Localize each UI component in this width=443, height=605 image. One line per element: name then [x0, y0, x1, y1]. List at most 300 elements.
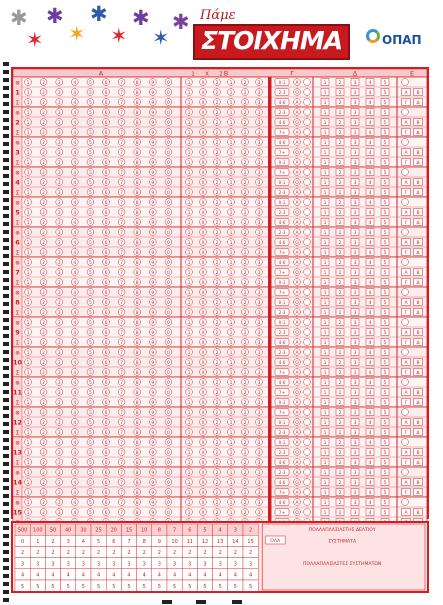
result-option-label: Χ	[201, 390, 205, 396]
code-digit-label: 2	[42, 240, 46, 246]
code-digit-label: 9	[151, 470, 155, 476]
code-digit-label: 5	[88, 80, 92, 86]
epsilon-option-label: Α	[404, 90, 408, 96]
epsilon-cancel-option[interactable]	[402, 229, 409, 236]
half-option[interactable]	[304, 359, 311, 366]
delta-option-label: 5	[383, 80, 387, 86]
code-digit-label: 4	[73, 310, 77, 316]
delta-option-label: 1	[323, 480, 327, 486]
code-digit-label: 8	[135, 300, 139, 306]
code-digit-label: 9	[151, 120, 155, 126]
epsilon-option-label: Α	[404, 360, 408, 366]
result-option-label: 2	[243, 200, 247, 206]
result-option-label: 1	[229, 240, 233, 246]
result-option-label: 3	[257, 500, 261, 506]
code-digit-label: 8	[135, 410, 139, 416]
result-option-label: Χ	[201, 200, 205, 206]
result-option-label: 1	[187, 290, 191, 296]
epsilon-option-label: Δ	[416, 460, 420, 466]
result-option-label: 3	[257, 360, 261, 366]
delta-option-label: 1	[323, 210, 327, 216]
code-digit-label: 4	[73, 380, 77, 386]
section-marker-bar	[268, 227, 271, 257]
half-option[interactable]	[304, 329, 311, 336]
delta-option-label: 2	[338, 80, 342, 86]
goals-option-label: 7+	[278, 149, 286, 155]
result-option-label: 2	[243, 110, 247, 116]
result-option-label: 2	[243, 180, 247, 186]
epsilon-option-label: Γ	[404, 400, 408, 406]
half-option[interactable]	[304, 399, 311, 406]
row-number: 3	[15, 148, 20, 157]
sub-row-mark: ⊗	[15, 470, 20, 477]
code-digit-label: 4	[73, 200, 77, 206]
section-marker-bar	[268, 197, 271, 227]
half-option[interactable]	[304, 339, 311, 346]
half-option[interactable]	[304, 279, 311, 286]
epsilon-option-label: Β	[416, 90, 420, 96]
half-option[interactable]	[304, 469, 311, 476]
over-under-label: Α	[295, 310, 299, 316]
code-digit-label: 3	[57, 320, 61, 326]
result-option-label: 1	[229, 340, 233, 346]
result-option-label: 1	[187, 450, 191, 456]
half-option[interactable]	[304, 489, 311, 496]
code-digit-label: 4	[73, 130, 77, 136]
code-digit-label: 2	[42, 450, 46, 456]
goals-option-label: 4-6	[278, 339, 286, 345]
epsilon-option-label: Δ	[416, 220, 420, 226]
delta-option-label: 4	[368, 220, 372, 226]
code-digit-label: 0	[166, 260, 170, 266]
sub-row-mark: Σ	[15, 400, 20, 407]
goals-option-label: 4-6	[278, 479, 286, 485]
goals-option-label: 4-6	[278, 99, 286, 105]
epsilon-option-label: Α	[404, 510, 408, 516]
goals-option-label: 7+	[278, 389, 286, 395]
goals-option-label: 4-6	[278, 119, 286, 125]
code-digit-label: 2	[42, 140, 46, 146]
epsilon-cancel-option[interactable]	[402, 259, 409, 266]
half-option[interactable]	[304, 199, 311, 206]
code-digit-label: 3	[57, 390, 61, 396]
code-digit-label: 6	[104, 320, 108, 326]
result-option-label: Χ	[201, 150, 205, 156]
half-option[interactable]	[304, 149, 311, 156]
result-option-label: 2	[215, 90, 219, 96]
delta-option-label: 2	[338, 380, 342, 386]
half-option[interactable]	[304, 369, 311, 376]
result-option-label: 2	[215, 220, 219, 226]
code-digit-label: 9	[151, 290, 155, 296]
half-option[interactable]	[304, 349, 311, 356]
result-option-label: Χ	[201, 310, 205, 316]
delta-option-label: 1	[323, 430, 327, 436]
delta-option-label: 5	[383, 250, 387, 256]
multiplier-value: 2	[66, 550, 70, 557]
delta-option-label: 4	[368, 120, 372, 126]
half-option[interactable]	[304, 419, 311, 426]
result-option-label: 1	[229, 360, 233, 366]
result-option-label: 2	[215, 370, 219, 376]
code-digit-label: 7	[120, 220, 124, 226]
half-option[interactable]	[304, 409, 311, 416]
code-digit-label: 3	[57, 80, 61, 86]
half-option[interactable]	[304, 89, 311, 96]
stake-label: 7	[173, 527, 177, 534]
code-digit-label: 5	[88, 300, 92, 306]
delta-option-label: 4	[368, 460, 372, 466]
delta-option-label: 5	[383, 100, 387, 106]
half-option[interactable]	[304, 109, 311, 116]
multiplier-footer	[11, 521, 429, 593]
code-digit-label: 0	[166, 470, 170, 476]
over-under-label: Α	[295, 130, 299, 136]
code-digit-label: 9	[151, 100, 155, 106]
epsilon-cancel-option[interactable]	[402, 469, 409, 476]
code-digit-label: 5	[88, 250, 92, 256]
delta-option-label: 5	[383, 470, 387, 476]
code-digit-label: 2	[42, 400, 46, 406]
delta-option-label: 1	[323, 100, 327, 106]
code-digit-label: 5	[88, 410, 92, 416]
epsilon-cancel-option[interactable]	[402, 379, 409, 386]
code-digit-label: 5	[88, 290, 92, 296]
result-option-label: 2	[243, 400, 247, 406]
code-digit-label: 1	[26, 360, 30, 366]
section-marker-bar	[268, 467, 271, 497]
sub-row-mark: ⊗	[15, 170, 20, 177]
epsilon-cancel-option[interactable]	[402, 499, 409, 506]
half-option[interactable]	[304, 509, 311, 516]
result-option-label: 1	[187, 360, 191, 366]
half-option[interactable]	[304, 229, 311, 236]
result-option-label: Χ	[201, 160, 205, 166]
goals-option-label: 4-6	[278, 459, 286, 465]
delta-option-label: 5	[383, 330, 387, 336]
delta-option-label: 4	[368, 130, 372, 136]
result-option-label: 1	[187, 120, 191, 126]
delta-option-label: 3	[353, 110, 357, 116]
stake-label: 20	[110, 527, 117, 534]
code-digit-label: 5	[88, 440, 92, 446]
half-option[interactable]	[304, 139, 311, 146]
result-option-label: 2	[215, 130, 219, 136]
code-digit-label: 3	[57, 240, 61, 246]
epsilon-cancel-option[interactable]	[402, 139, 409, 146]
result-option-label: 3	[257, 430, 261, 436]
result-option-label: Χ	[201, 410, 205, 416]
result-option-label: 1	[229, 150, 233, 156]
delta-option-label: 4	[368, 440, 372, 446]
delta-option-label: 5	[383, 240, 387, 246]
multiplier-value: 4	[188, 572, 192, 579]
code-digit-label: 7	[120, 270, 124, 276]
epsilon-option-label: Δ	[416, 430, 420, 436]
epsilon-option-label: Δ	[416, 100, 420, 106]
multiplier-value: 0	[21, 539, 25, 545]
code-digit-label: 6	[104, 430, 108, 436]
over-under-label: Ο	[295, 120, 299, 126]
epsilon-cancel-option[interactable]	[402, 289, 409, 296]
code-digit-label: 9	[151, 350, 155, 356]
code-digit-label: 6	[104, 260, 108, 266]
result-header-label: Χ	[205, 71, 209, 78]
delta-option-label: 3	[353, 400, 357, 406]
section-header: Β	[223, 69, 229, 78]
delta-option-label: 1	[323, 270, 327, 276]
half-option[interactable]	[304, 449, 311, 456]
code-digit-label: 5	[88, 380, 92, 386]
result-option-label: 2	[243, 150, 247, 156]
half-option[interactable]	[304, 99, 311, 106]
code-digit-label: 4	[73, 370, 77, 376]
half-option[interactable]	[304, 439, 311, 446]
delta-option-label: 3	[353, 170, 357, 176]
half-option[interactable]	[304, 259, 311, 266]
code-digit-label: 4	[73, 300, 77, 306]
code-digit-label: 4	[73, 420, 77, 426]
code-digit-label: 1	[26, 170, 30, 176]
half-option[interactable]	[304, 179, 311, 186]
half-option[interactable]	[304, 459, 311, 466]
code-digit-label: 0	[166, 80, 170, 86]
multiplier-value: 4	[81, 572, 85, 579]
epsilon-cancel-option[interactable]	[402, 199, 409, 206]
code-digit-label: 5	[88, 500, 92, 506]
delta-option-label: 5	[383, 310, 387, 316]
multiplier-value: 2	[157, 550, 161, 557]
code-digit-label: 3	[57, 200, 61, 206]
code-digit-label: 6	[104, 300, 108, 306]
half-option[interactable]	[304, 289, 311, 296]
code-digit-label: 8	[135, 290, 139, 296]
multiplier-value: 4	[97, 572, 101, 579]
code-digit-label: 9	[151, 310, 155, 316]
code-digit-label: 1	[26, 320, 30, 326]
epsilon-cancel-option[interactable]	[402, 319, 409, 326]
code-digit-label: 1	[26, 120, 30, 126]
result-option-label: 1	[187, 80, 191, 86]
delta-option-label: 1	[323, 490, 327, 496]
delta-option-label: 4	[368, 170, 372, 176]
delta-option-label: 1	[323, 200, 327, 206]
code-digit-label: 2	[42, 220, 46, 226]
code-digit-label: 7	[120, 300, 124, 306]
delta-option-label: 2	[338, 390, 342, 396]
half-option[interactable]	[304, 319, 311, 326]
row-number: 15	[12, 508, 23, 517]
goals-option-label: 2-3	[278, 229, 286, 235]
over-under-label: Α	[295, 140, 299, 146]
code-digit-label: 9	[151, 180, 155, 186]
code-digit-label: 7	[120, 110, 124, 116]
code-digit-label: 1	[26, 90, 30, 96]
epsilon-option-label: Β	[416, 300, 420, 306]
delta-option-label: 5	[383, 170, 387, 176]
code-digit-label: 4	[73, 180, 77, 186]
code-digit-label: 7	[120, 190, 124, 196]
result-option-label: 2	[215, 390, 219, 396]
goals-option-label: 7+	[278, 489, 286, 495]
delta-option-label: 2	[338, 200, 342, 206]
code-digit-label: 5	[88, 180, 92, 186]
half-option[interactable]	[304, 269, 311, 276]
code-digit-label: 7	[120, 150, 124, 156]
code-digit-label: 4	[73, 270, 77, 276]
delta-option-label: 5	[383, 120, 387, 126]
multiplier-value: 5	[127, 583, 131, 590]
epsilon-option-label: Γ	[404, 250, 408, 256]
over-under-label: Ο	[295, 300, 299, 306]
half-option[interactable]	[304, 389, 311, 396]
result-option-label: 3	[257, 350, 261, 356]
half-option[interactable]	[304, 159, 311, 166]
delta-option-label: 4	[368, 260, 372, 266]
over-under-label: Α	[295, 410, 299, 416]
code-digit-label: 9	[151, 210, 155, 216]
code-digit-label: 0	[166, 460, 170, 466]
opap-brand-text: ΟΠΑΠ	[382, 33, 422, 47]
code-digit-label: 5	[88, 120, 92, 126]
over-under-label: Α	[295, 280, 299, 286]
result-option-label: 2	[215, 190, 219, 196]
result-option-label: 1	[229, 410, 233, 416]
result-option-label: 2	[243, 480, 247, 486]
half-option[interactable]	[304, 309, 311, 316]
code-digit-label: 0	[166, 100, 170, 106]
code-digit-label: 6	[104, 470, 108, 476]
epsilon-option-label: Α	[404, 330, 408, 336]
half-option[interactable]	[304, 189, 311, 196]
code-digit-label: 1	[26, 310, 30, 316]
epsilon-option-label: Α	[404, 180, 408, 186]
epsilon-cancel-option[interactable]	[402, 439, 409, 446]
half-option[interactable]	[304, 129, 311, 136]
code-digit-label: 8	[135, 380, 139, 386]
code-digit-label: 3	[57, 380, 61, 386]
result-option-label: 3	[257, 130, 261, 136]
half-option[interactable]	[304, 119, 311, 126]
code-digit-label: 7	[120, 100, 124, 106]
code-digit-label: 7	[120, 430, 124, 436]
code-digit-label: 6	[104, 340, 108, 346]
epsilon-cancel-option[interactable]	[402, 409, 409, 416]
half-option[interactable]	[304, 479, 311, 486]
half-option[interactable]	[304, 219, 311, 226]
epsilon-cancel-option[interactable]	[402, 349, 409, 356]
stake-label: 30	[80, 527, 87, 534]
code-digit-label: 3	[57, 360, 61, 366]
code-digit-label: 4	[73, 250, 77, 256]
half-option[interactable]	[304, 239, 311, 246]
code-digit-label: 7	[120, 370, 124, 376]
code-digit-label: 0	[166, 160, 170, 166]
multiplier-value: 3	[188, 561, 192, 568]
delta-option-label: 5	[383, 340, 387, 346]
epsilon-option-label: Γ	[404, 340, 408, 346]
result-header-label: 1	[191, 71, 195, 78]
multiplier-value: 5	[233, 583, 237, 590]
code-digit-label: 6	[104, 100, 108, 106]
code-digit-label: 1	[26, 190, 30, 196]
stake-label: 4	[218, 527, 222, 534]
multiplier-value: 5	[97, 539, 101, 545]
delta-option-label: 2	[338, 440, 342, 446]
code-digit-label: 0	[166, 90, 170, 96]
delta-option-label: 1	[323, 290, 327, 296]
epsilon-cancel-option[interactable]	[402, 79, 409, 86]
epsilon-cancel-option[interactable]	[402, 109, 409, 116]
code-digit-label: 9	[151, 110, 155, 116]
code-digit-label: 2	[42, 290, 46, 296]
half-option[interactable]	[304, 499, 311, 506]
section-header: Δ	[352, 69, 358, 78]
over-under-label: Α	[295, 260, 299, 266]
multiplier-value: 3	[51, 561, 55, 568]
code-digit-label: 0	[166, 170, 170, 176]
half-option[interactable]	[304, 299, 311, 306]
delta-option-label: 4	[368, 320, 372, 326]
delta-option-label: 1	[323, 130, 327, 136]
code-digit-label: 8	[135, 100, 139, 106]
result-option-label: 1	[229, 470, 233, 476]
code-digit-label: 7	[120, 500, 124, 506]
player-figure-icon: ✱	[10, 6, 28, 30]
code-digit-label: 0	[166, 500, 170, 506]
result-option-label: 1	[229, 170, 233, 176]
half-option[interactable]	[304, 209, 311, 216]
code-digit-label: 6	[104, 190, 108, 196]
code-digit-label: 9	[151, 340, 155, 346]
code-digit-label: 9	[151, 320, 155, 326]
half-option[interactable]	[304, 429, 311, 436]
epsilon-option-label: Γ	[404, 130, 408, 136]
half-option[interactable]	[304, 249, 311, 256]
multiplier-value: 2	[97, 550, 101, 557]
code-digit-label: 1	[26, 140, 30, 146]
delta-option-label: 5	[383, 90, 387, 96]
delta-option-label: 3	[353, 450, 357, 456]
code-digit-label: 4	[73, 430, 77, 436]
ola-label: ΟΛΑ	[270, 539, 281, 544]
half-option[interactable]	[304, 169, 311, 176]
half-option[interactable]	[304, 79, 311, 86]
epsilon-cancel-option[interactable]	[402, 169, 409, 176]
result-option-label: Χ	[201, 130, 205, 136]
delta-option-label: 1	[323, 330, 327, 336]
code-digit-label: 3	[57, 460, 61, 466]
multiplier-value: 2	[21, 550, 25, 557]
goals-option-label: 4-6	[278, 359, 286, 365]
code-digit-label: 5	[88, 490, 92, 496]
result-option-label: 3	[257, 100, 261, 106]
code-digit-label: 2	[42, 480, 46, 486]
section-marker-bar	[268, 407, 271, 437]
result-option-label: 2	[215, 350, 219, 356]
multiplier-value: 3	[81, 561, 85, 568]
over-under-label: Α	[295, 110, 299, 116]
half-option[interactable]	[304, 379, 311, 386]
multiplier-value: 2	[112, 550, 116, 557]
delta-option-label: 4	[368, 240, 372, 246]
delta-option-label: 3	[353, 500, 357, 506]
delta-option-label: 4	[368, 140, 372, 146]
epsilon-option-label: Δ	[416, 250, 420, 256]
code-digit-label: 2	[42, 170, 46, 176]
code-digit-label: 4	[73, 140, 77, 146]
result-option-label: 3	[257, 180, 261, 186]
